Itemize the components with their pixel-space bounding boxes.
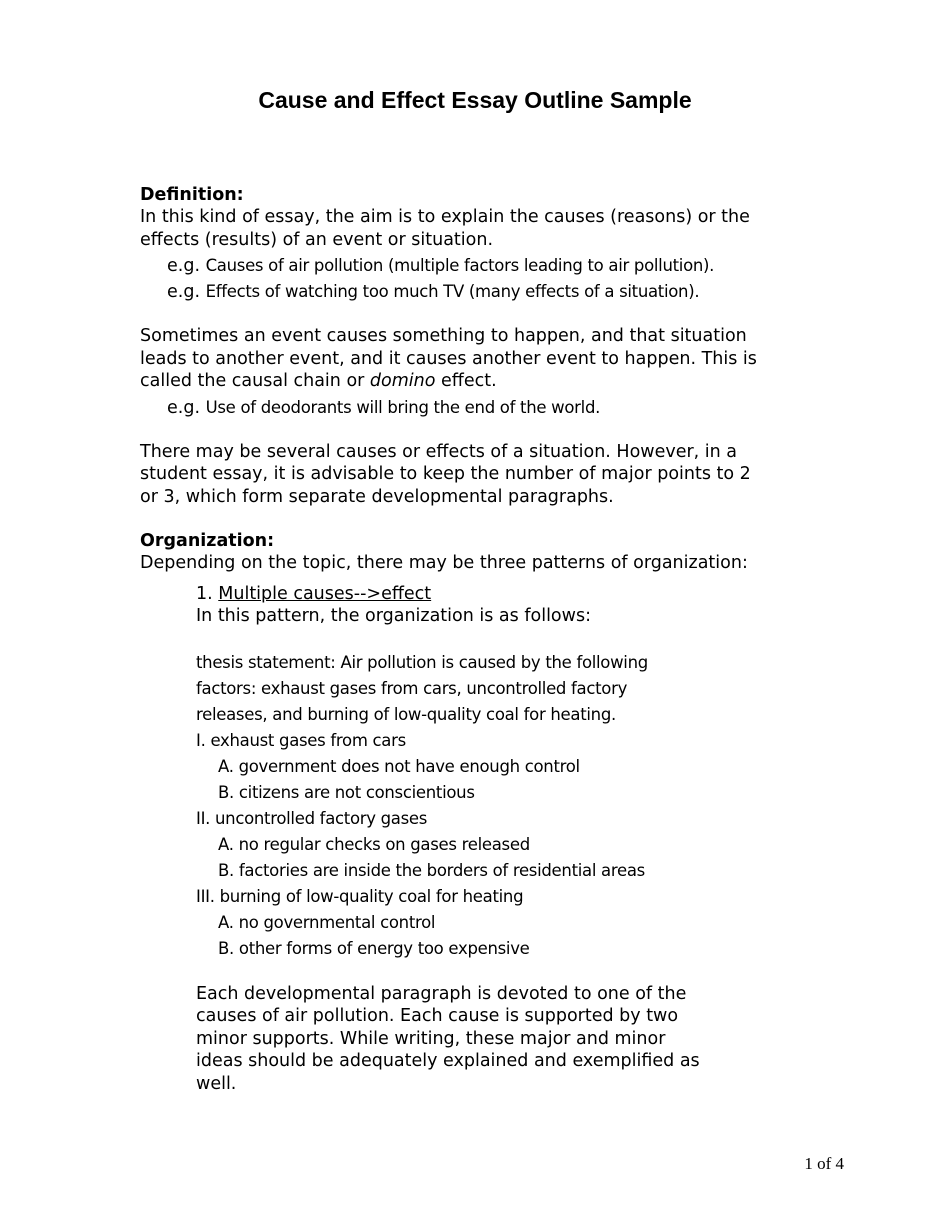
domino-line-3-start: called the causal chain or bbox=[140, 371, 370, 391]
page-number: 1 of 4 bbox=[804, 1154, 844, 1173]
pattern-number: 1. bbox=[196, 584, 219, 604]
closing-line-3: minor supports. While writing, these major and minor bbox=[196, 1029, 666, 1049]
definition-example-1 bbox=[167, 253, 714, 279]
organization-intro: Depending on the topic, there may be three patterns of organization: bbox=[140, 553, 748, 573]
domino-line-2: leads to another event, and it causes another event to happen. This is bbox=[140, 349, 757, 369]
outline-minor-2b: B. factories are inside the borders of residential areas bbox=[218, 861, 645, 880]
outline-thesis-line-1: thesis statement: Air pollution is caused by the following bbox=[196, 653, 648, 672]
outline-minor-3b: B. other forms of energy too expensive bbox=[218, 939, 530, 958]
example-text: Causes of air pollution (multiple factors leading to air pollution). bbox=[205, 256, 715, 275]
outline-minor-1a: A. government does not have enough control bbox=[218, 757, 580, 776]
example-prefix: e.g. bbox=[167, 282, 206, 302]
pattern-title: Multiple causes-->effect bbox=[218, 584, 432, 604]
organization-heading: Organization: bbox=[140, 531, 275, 551]
pattern-intro: In this pattern, the organization is as follows: bbox=[196, 606, 591, 626]
outline-thesis-line-3: releases, and burning of low-quality coal for heating. bbox=[196, 705, 616, 724]
page-title: Cause and Effect Essay Outline Sample bbox=[258, 87, 692, 113]
domino-line-3-end: effect. bbox=[435, 371, 497, 391]
definition-heading: Definition: bbox=[140, 185, 244, 205]
outline-major-3: III. burning of low-quality coal for heating bbox=[196, 887, 524, 906]
outline-minor-3a: A. no governmental control bbox=[218, 913, 436, 932]
definition-example-2 bbox=[167, 279, 699, 305]
domino-emphasis: domino bbox=[369, 371, 436, 391]
several-line-3: or 3, which form separate developmental paragraphs. bbox=[140, 487, 614, 507]
example-text: Effects of watching too much TV (many effects of a situation). bbox=[205, 282, 700, 301]
several-line-2: student essay, it is advisable to keep the number of major points to 2 bbox=[140, 464, 751, 484]
domino-line-3 bbox=[140, 370, 497, 393]
example-prefix: e.g. bbox=[167, 398, 206, 418]
outline-minor-1b: B. citizens are not conscientious bbox=[218, 783, 475, 802]
definition-line-2: effects (results) of an event or situation. bbox=[140, 230, 494, 250]
closing-line-2: causes of air pollution. Each cause is supported by two bbox=[196, 1006, 679, 1026]
closing-line-4: ideas should be adequately explained and exemplified as bbox=[196, 1051, 700, 1071]
closing-line-1: Each developmental paragraph is devoted to one of the bbox=[196, 984, 687, 1004]
closing-line-5: well. bbox=[196, 1074, 237, 1094]
several-line-1: There may be several causes or effects of a situation. However, in a bbox=[140, 442, 738, 462]
domino-example bbox=[167, 395, 600, 421]
outline-thesis-line-2: factors: exhaust gases from cars, uncontrolled factory bbox=[196, 679, 628, 698]
outline-major-2: II. uncontrolled factory gases bbox=[196, 809, 428, 828]
pattern-title-line bbox=[196, 583, 431, 606]
outline-minor-2a: A. no regular checks on gases released bbox=[218, 835, 530, 854]
example-text: Use of deodorants will bring the end of the world. bbox=[205, 398, 601, 417]
outline-major-1: I. exhaust gases from cars bbox=[196, 731, 406, 750]
domino-line-1: Sometimes an event causes something to happen, and that situation bbox=[140, 326, 747, 346]
example-prefix: e.g. bbox=[167, 256, 206, 276]
definition-line-1: In this kind of essay, the aim is to explain the causes (reasons) or the bbox=[140, 207, 750, 227]
